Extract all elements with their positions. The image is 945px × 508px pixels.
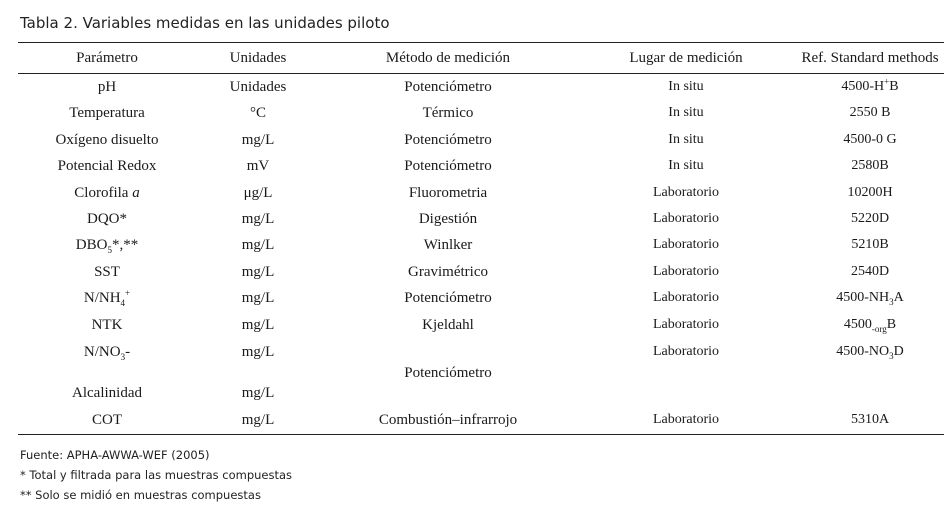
cell-param — [18, 180, 196, 206]
cell-param: COT — [18, 406, 196, 435]
param-text: N/NO — [83, 343, 121, 360]
cell-place — [576, 380, 796, 406]
cell-method: Digestión — [418, 210, 478, 227]
table-row — [18, 259, 944, 285]
cell-unit: mg/L — [241, 343, 275, 360]
param-italic: a — [132, 184, 140, 201]
table-row — [18, 153, 944, 179]
cell-unit: μg/L — [243, 184, 273, 201]
cell-method: Winlker — [423, 237, 473, 254]
ref-sup: + — [884, 76, 890, 87]
cell-method: Potenciómetro — [404, 131, 492, 148]
cell-unit: mg/L — [196, 406, 320, 435]
ref-tail: B — [889, 79, 899, 94]
cell-method: Kjeldahl — [422, 316, 474, 333]
table-row — [18, 127, 944, 153]
cell-method: Potenciómetro — [404, 158, 492, 175]
cell-place: Laboratorio — [652, 210, 720, 226]
cell-unit: mg/L — [241, 210, 275, 227]
cell-unit: mg/L — [241, 237, 275, 254]
param-tail: *,** — [111, 237, 139, 254]
cell-ref: 5210B — [851, 237, 889, 253]
param-sub: 3 — [120, 351, 126, 362]
cell-param: pH — [97, 79, 117, 95]
cell-param: Potencial Redox — [57, 158, 157, 175]
cell-ref: 2550 B — [849, 105, 891, 121]
table-row — [18, 180, 944, 206]
cell-place: In situ — [668, 158, 704, 174]
footnote-source: Fuente: APHA-AWWA-WEF (2005) — [20, 448, 210, 462]
cell-place: In situ — [668, 131, 704, 147]
table-row — [18, 206, 944, 232]
cell-param — [18, 285, 196, 311]
cell-method: Combustión–infrarrojo — [320, 406, 576, 435]
footnote-single-asterisk: * Total y filtrada para las muestras compuestas — [20, 468, 293, 482]
cell-ref — [796, 74, 944, 101]
cell-ref — [796, 380, 944, 406]
cell-method: Potenciómetro — [404, 290, 492, 307]
cell-unit: °C — [249, 105, 266, 122]
cell-ref: 2580B — [851, 158, 889, 174]
table-row — [18, 285, 944, 311]
table-row — [18, 338, 944, 380]
table-title: Tabla 2. Variables medidas en las unidades piloto — [20, 14, 390, 32]
table-header-row — [18, 43, 944, 74]
cell-unit: mg/L — [241, 316, 275, 333]
header-lugar: Lugar de medición — [629, 49, 743, 66]
header-ref: Ref. Standard methods — [801, 49, 939, 66]
ref-text: 4500 — [843, 316, 872, 332]
ref-sub: 3 — [889, 296, 894, 307]
ref-sub: -org — [871, 323, 887, 334]
cell-ref — [796, 338, 944, 380]
cell-ref: 2540D — [850, 263, 890, 279]
param-sup: + — [125, 288, 131, 299]
param-text: DBO — [75, 237, 108, 254]
cell-param: Temperatura — [69, 105, 145, 122]
cell-unit: Unidades — [229, 79, 287, 95]
header-metodo: Método de medición — [385, 49, 511, 66]
cell-ref: 10200H — [847, 184, 893, 200]
cell-place: In situ — [668, 79, 704, 94]
cell-unit: mg/L — [241, 263, 275, 280]
cell-unit: mg/L — [241, 290, 275, 307]
ref-tail: D — [893, 343, 904, 359]
cell-param: SST — [94, 263, 120, 280]
cell-method: Potenciómetro — [404, 364, 492, 381]
variables-table — [18, 42, 944, 435]
cell-method: Térmico — [422, 105, 474, 122]
cell-place: Laboratorio — [652, 184, 720, 200]
param-text: Clorofila — [74, 184, 133, 201]
cell-unit: mV — [246, 158, 270, 175]
param-text: N/NH — [83, 290, 121, 307]
ref-text: 4500-NO — [836, 343, 890, 359]
cell-place: Laboratorio — [576, 406, 796, 435]
param-tail: - — [125, 343, 131, 360]
ref-tail: A — [893, 290, 904, 306]
param-sub: 5 — [107, 245, 112, 256]
cell-ref: 5220D — [850, 210, 890, 226]
ref-sub: 3 — [889, 350, 894, 361]
cell-place: Laboratorio — [652, 290, 720, 306]
cell-ref: 5310A — [796, 406, 944, 435]
cell-ref: 4500-0 G — [843, 131, 897, 147]
ref-text: 4500-NH — [836, 290, 890, 306]
ref-text: 4500-H — [841, 79, 885, 94]
footnote-double-asterisk: ** Solo se midió en muestras compuestas — [20, 488, 261, 502]
cell-place: Laboratorio — [652, 237, 720, 253]
header-parametro: Parámetro — [76, 49, 138, 66]
cell-param — [18, 232, 196, 258]
table-row — [18, 232, 944, 258]
cell-param: DQO* — [87, 210, 127, 227]
cell-unit: mg/L — [241, 131, 275, 148]
cell-place: Laboratorio — [652, 263, 720, 279]
cell-param: NTK — [91, 316, 123, 333]
table-row — [18, 312, 944, 338]
table-row — [18, 100, 944, 126]
cell-place: Laboratorio — [652, 316, 720, 332]
cell-param: Alcalinidad — [72, 384, 142, 401]
cell-ref — [796, 285, 944, 311]
cell-param — [18, 338, 196, 380]
ref-tail: B — [886, 316, 897, 332]
header-unidades: Unidades — [229, 49, 287, 66]
cell-param: Oxígeno disuelto — [55, 131, 159, 148]
param-sub: 4 — [120, 298, 126, 309]
table-row — [18, 74, 944, 101]
cell-method: Fluorometria — [408, 184, 488, 201]
cell-place: Laboratorio — [652, 343, 720, 359]
cell-method: Potenciómetro — [404, 79, 492, 95]
table-row — [18, 406, 944, 435]
cell-place: In situ — [668, 105, 704, 121]
cell-ref — [796, 312, 944, 338]
cell-unit: mg/L — [241, 384, 275, 401]
cell-method: Gravimétrico — [408, 263, 488, 280]
